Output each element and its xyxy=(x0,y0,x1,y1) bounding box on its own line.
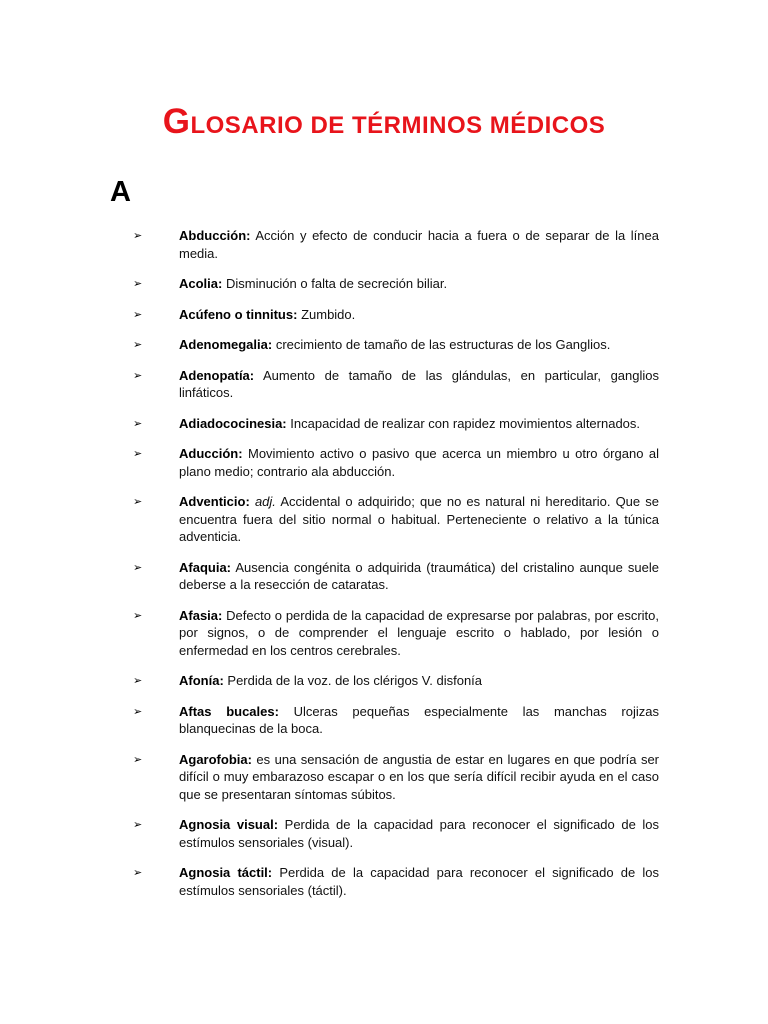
glossary-term: Aducción: xyxy=(179,446,243,461)
glossary-term: Agnosia táctil: xyxy=(179,865,273,880)
list-item xyxy=(132,816,659,851)
glossary-term: Acolia: xyxy=(179,276,223,291)
glossary-term: Agnosia visual: xyxy=(179,817,279,832)
glossary-definition: es una sensación de angustia de estar en lugares en que podría ser difícil o muy embarazoso escapar o en los que sería difícil recibir ayuda en el caso que se presentaran síntomas súbitos. xyxy=(179,751,659,802)
list-item xyxy=(132,227,659,262)
list-item xyxy=(132,703,659,738)
arrowhead-bullet-icon: ➢ xyxy=(133,752,143,766)
arrowhead-bullet-icon: ➢ xyxy=(133,277,143,290)
glossary-definition: Movimiento activo o pasivo que acerca un miembro u otro órgano al plano medio; contrario ala abducción. xyxy=(179,446,659,479)
glossary-definition: Zumbido. xyxy=(301,306,356,322)
list-item xyxy=(132,672,659,690)
glossary-definition: Ausencia congénita o adquirida (traumática) del cristalino aunque suele deberse a la resección de cataratas. xyxy=(179,559,659,592)
glossary-definition: Perdida de la capacidad para reconocer el significado de los estímulos sensoriales (táctil). xyxy=(179,865,659,898)
glossary-definition: Perdida de la capacidad para reconocer el significado de los estímulos sensoriales (visual). xyxy=(179,817,659,850)
arrowhead-bullet-icon: ➢ xyxy=(133,338,143,351)
glossary-term: Afaquia: xyxy=(179,559,231,575)
glossary-definition: Aumento de tamaño de las glándulas, en particular, ganglios linfáticos. xyxy=(179,367,659,400)
arrowhead-bullet-icon: ➢ xyxy=(133,818,143,831)
list-item xyxy=(132,493,659,546)
list-item xyxy=(132,751,659,804)
arrowhead-bullet-icon: ➢ xyxy=(133,416,143,430)
glossary-term: Adventicio: xyxy=(179,494,250,509)
glossary-definition: Perdida de la voz. de los clérigos V. disfonía xyxy=(227,673,483,688)
glossary-definition: Acción y efecto de conducir hacia a fuera o de separar de la línea media. xyxy=(179,228,659,261)
glossary-term: Afonía: xyxy=(179,673,224,688)
page-title xyxy=(0,100,768,148)
glossary-term: Abducción: xyxy=(179,228,251,243)
title-rest: LOSARIO DE TÉRMINOS MÉDICOS xyxy=(190,112,606,140)
list-item xyxy=(132,306,659,324)
list-item xyxy=(132,367,659,402)
list-item xyxy=(132,864,659,899)
glossary-definition: Disminución o falta de secreción biliar. xyxy=(225,276,448,291)
arrowhead-bullet-icon: ➢ xyxy=(133,704,143,718)
list-item xyxy=(132,275,659,293)
list-item xyxy=(132,445,659,480)
glossary-list xyxy=(132,227,659,912)
glossary-definition: Defecto o perdida de la capacidad de expresarse por palabras, por escrito, por signos, o de comprender el lenguaje escrito o hablado, por lesión o enfermedad en los centros cerebrales. xyxy=(179,607,659,658)
arrowhead-bullet-icon: ➢ xyxy=(133,447,143,460)
glossary-term: Adiadococinesia: xyxy=(179,415,287,431)
arrowhead-bullet-icon: ➢ xyxy=(133,368,143,382)
list-item xyxy=(132,607,659,660)
glossary-definition: Incapacidad de realizar con rapidez movimientos alternados. xyxy=(290,415,641,431)
arrowhead-bullet-icon: ➢ xyxy=(133,866,143,879)
glossary-definition: Ulceras pequeñas especialmente las manchas rojizas blanquecinas de la boca. xyxy=(179,703,659,736)
arrowhead-bullet-icon: ➢ xyxy=(133,229,143,242)
glossary-term: Acúfeno o tinnitus: xyxy=(179,306,298,322)
glossary-term: Afasia: xyxy=(179,607,223,623)
arrowhead-bullet-icon: ➢ xyxy=(133,674,143,687)
glossary-term: Aftas bucales: xyxy=(179,703,279,719)
section-letter: A xyxy=(110,176,131,208)
glossary-term: Adenopatía: xyxy=(179,367,255,383)
glossary-term: Agarofobia: xyxy=(179,751,252,767)
arrowhead-bullet-icon: ➢ xyxy=(133,560,143,574)
abbreviation: adj. xyxy=(254,494,276,509)
definition-text: Accidental o adquirido; que no es natural ni hereditario. Que se encuentra fuera del sitio normal o habitual. Perteneciente o relativo a la túnica adventicia. xyxy=(179,494,659,544)
title-initial: G xyxy=(162,102,191,142)
list-item xyxy=(132,415,659,433)
list-item xyxy=(132,336,659,354)
list-item xyxy=(132,559,659,594)
arrowhead-bullet-icon: ➢ xyxy=(133,608,143,622)
arrowhead-bullet-icon: ➢ xyxy=(133,307,143,321)
arrowhead-bullet-icon: ➢ xyxy=(133,495,143,508)
glossary-term: Adenomegalia: xyxy=(179,337,273,352)
glossary-definition: crecimiento de tamaño de las estructuras de los Ganglios. xyxy=(275,337,611,352)
glossary-definition xyxy=(179,494,659,544)
